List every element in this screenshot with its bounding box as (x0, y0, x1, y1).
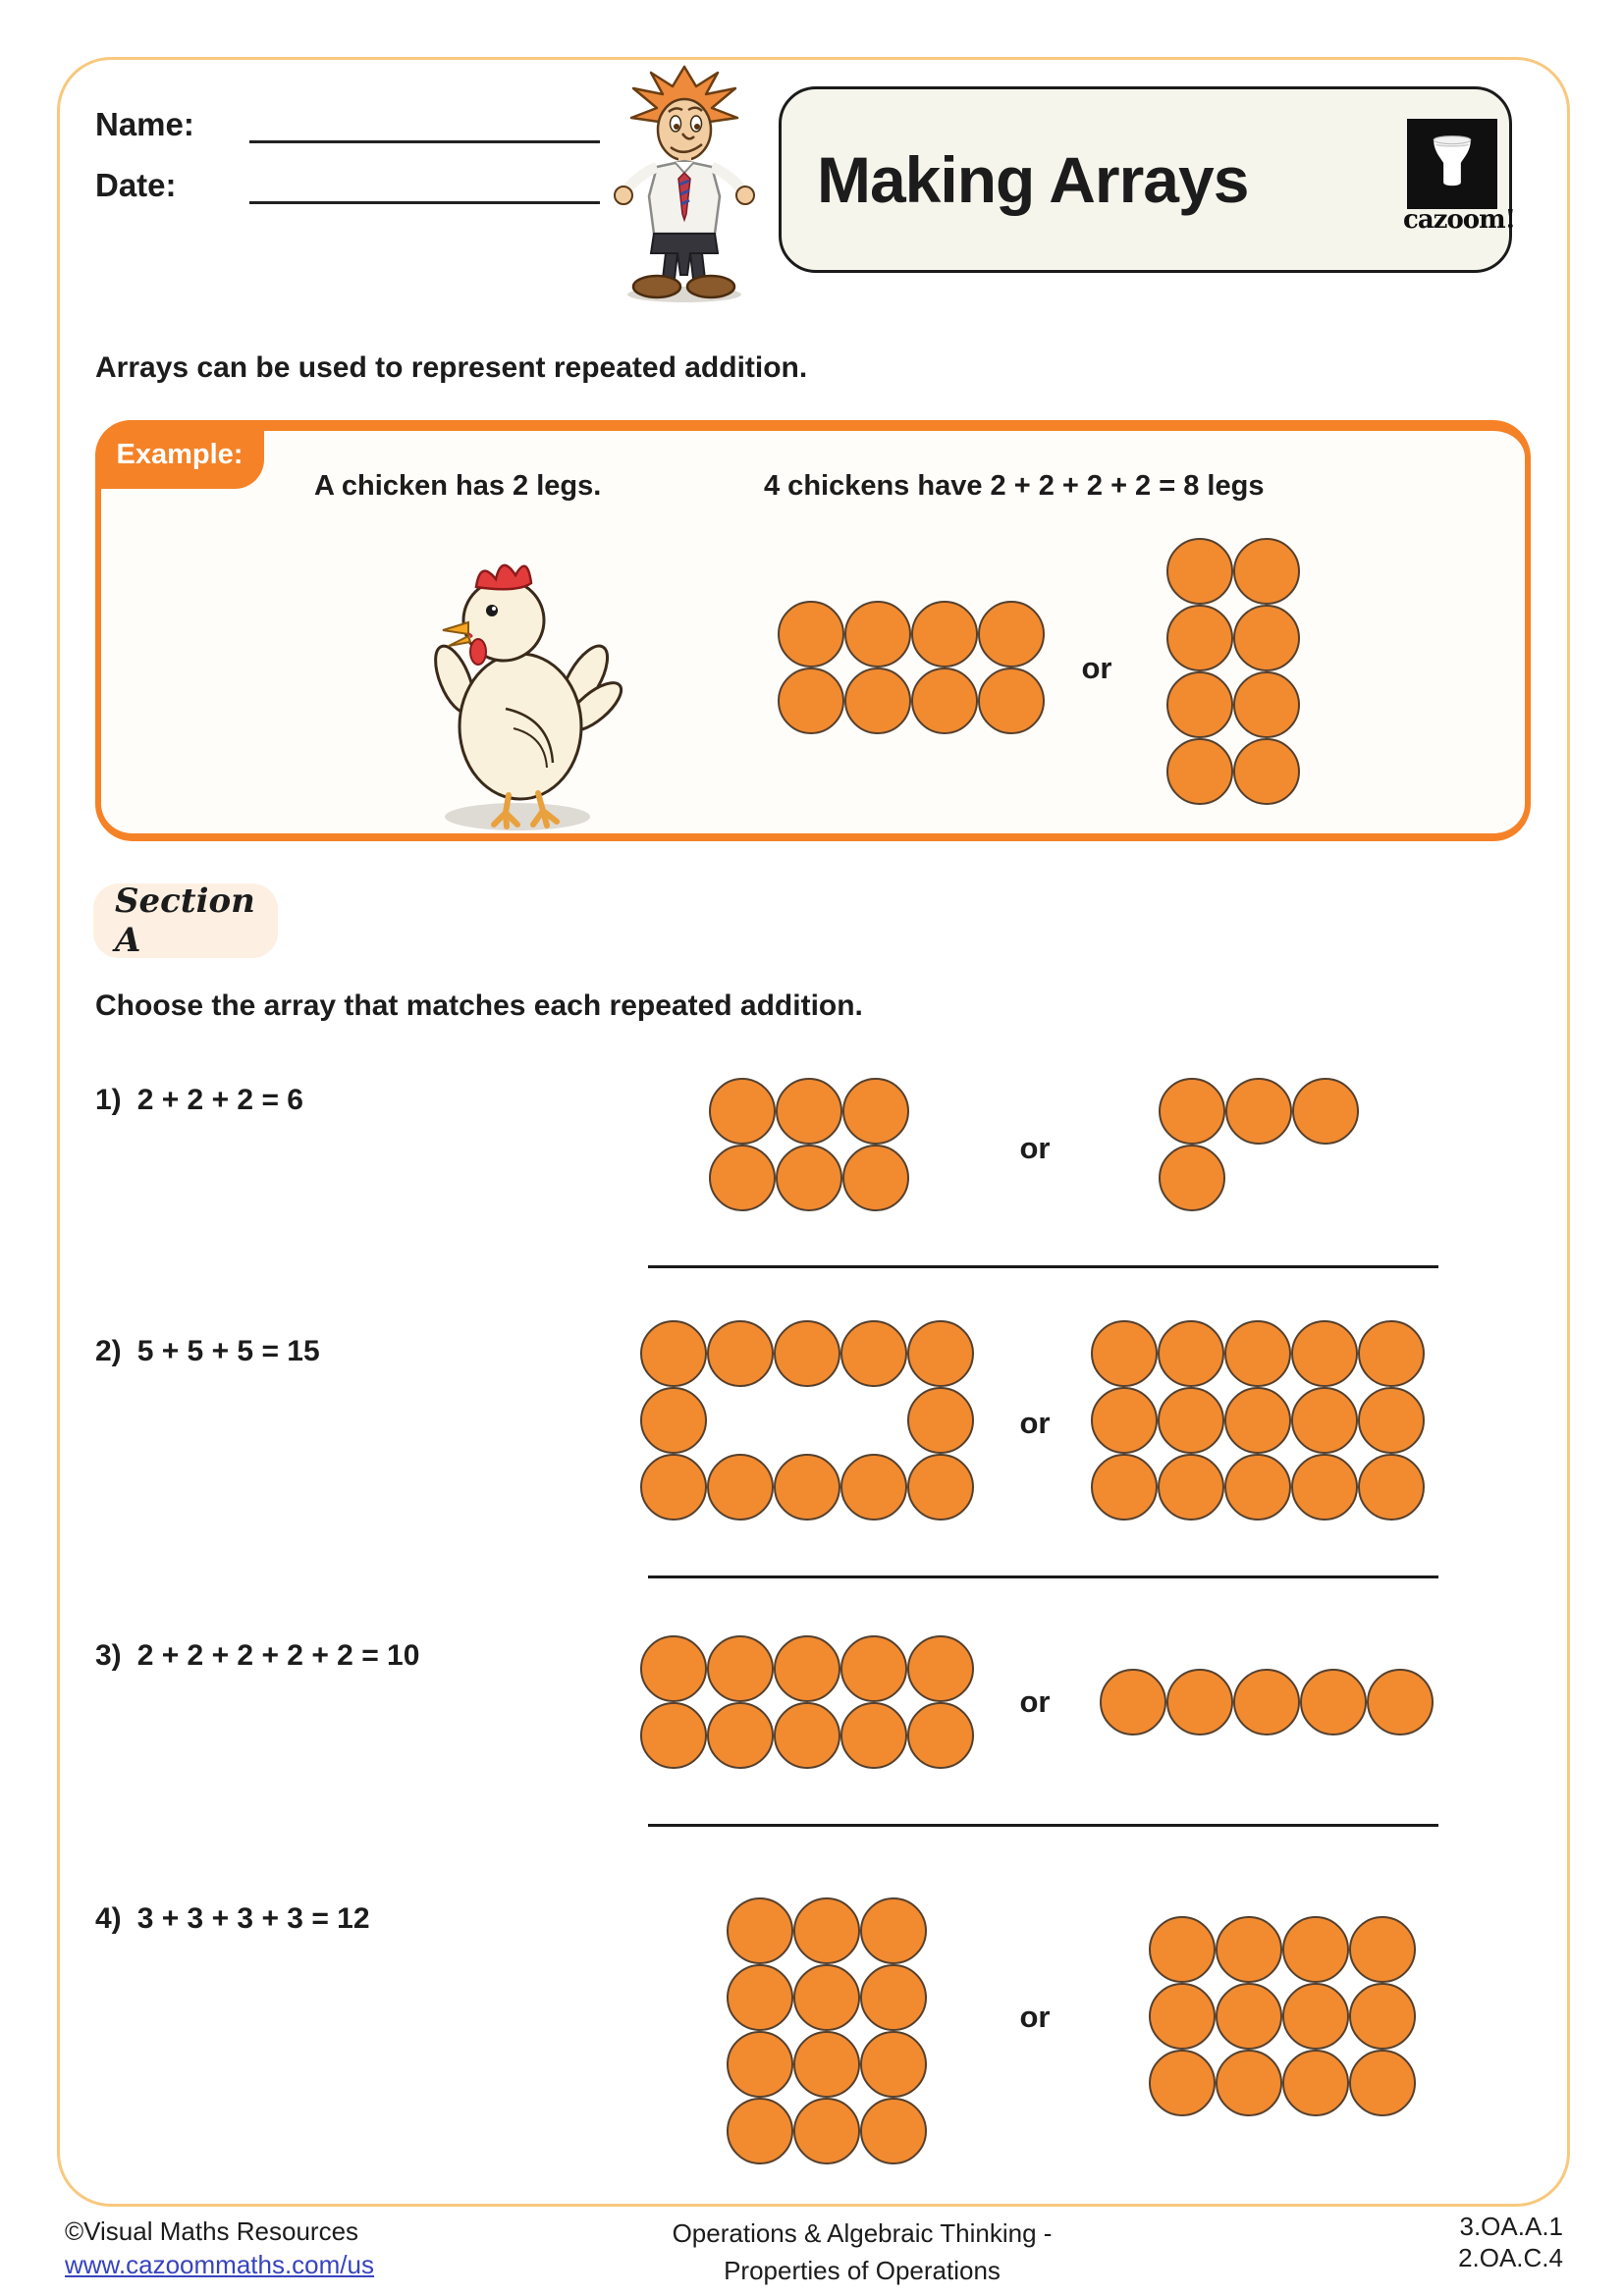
question-3-label (95, 1639, 419, 1673)
array-dot (1100, 1669, 1166, 1735)
footer-standards (1458, 2211, 1563, 2273)
array-dot (778, 601, 844, 667)
array-dot (707, 1702, 774, 1769)
footer-standard-1: 3.OA.A.1 (1459, 2212, 1563, 2241)
array-dot (1349, 1983, 1416, 2050)
array-dot (1166, 671, 1233, 738)
question-1-or-label: or (1019, 1131, 1051, 1165)
array-dot (1292, 1078, 1359, 1145)
footer-left (65, 2215, 374, 2281)
array-dot (1225, 1078, 1292, 1145)
footer-link[interactable]: www.cazoommaths.com/us (65, 2250, 374, 2279)
array-dot (1149, 1983, 1216, 2050)
question-3-array-a (640, 1635, 974, 1769)
array-dot (707, 1635, 774, 1702)
name-line (249, 140, 600, 143)
array-dot (1216, 2050, 1282, 2116)
array-dot (774, 1320, 840, 1387)
array-dot (911, 667, 978, 734)
array-dot (709, 1145, 776, 1211)
array-dot (840, 1454, 907, 1521)
question-3-answer-line (648, 1824, 1438, 1827)
array-dot (842, 1078, 909, 1145)
question-1-answer-line (648, 1265, 1438, 1268)
array-dot (727, 2031, 793, 2098)
question-3-equation: 2 + 2 + 2 + 2 + 2 = 10 (136, 1639, 420, 1672)
question-1-number: 1) (95, 1084, 122, 1116)
array-dot (842, 1145, 909, 1211)
array-dot (1233, 538, 1300, 605)
array-dot (793, 1897, 860, 1964)
question-4-equation: 3 + 3 + 3 + 3 = 12 (136, 1902, 370, 1935)
example-tab (95, 420, 264, 489)
example-or-label: or (1081, 651, 1112, 685)
array-dot (1300, 1669, 1367, 1735)
question-4-array-a (727, 1897, 927, 2164)
array-dot (778, 667, 844, 734)
array-dot (1216, 1983, 1282, 2050)
question-2-answer-line (648, 1575, 1438, 1578)
array-dot (907, 1454, 974, 1521)
example-sum-text: 4 chickens have 2 + 2 + 2 + 2 = 8 legs (764, 470, 1265, 502)
array-dot (860, 2098, 927, 2164)
array-dot (978, 601, 1045, 667)
array-dot (1091, 1454, 1158, 1521)
array-dot (774, 1454, 840, 1521)
question-1-array-a (709, 1078, 909, 1211)
array-dot (907, 1387, 974, 1454)
array-dot (727, 1964, 793, 2031)
array-dot (640, 1702, 707, 1769)
array-dot (1224, 1320, 1291, 1387)
array-dot (844, 601, 911, 667)
question-2-or-label: or (1019, 1406, 1051, 1440)
array-dot (707, 1454, 774, 1521)
question-1-equation: 2 + 2 + 2 = 6 (136, 1084, 303, 1116)
question-4-array-b (1149, 1916, 1416, 2116)
array-dot (1166, 605, 1233, 671)
question-2-array-a (640, 1320, 974, 1521)
array-dot (978, 667, 1045, 734)
array-dot (844, 667, 911, 734)
intro-text: Arrays can be used to represent repeated addition. (95, 351, 808, 384)
question-2-array-b (1091, 1320, 1425, 1521)
array-dot (1282, 1983, 1349, 2050)
array-dot (1291, 1387, 1358, 1454)
array-dot (1159, 1145, 1225, 1211)
question-3-or-label: or (1019, 1684, 1051, 1719)
array-dot (1233, 738, 1300, 805)
drum-icon (1407, 119, 1497, 209)
array-dot (776, 1145, 842, 1211)
array-dot (776, 1078, 842, 1145)
chicken-illustration (407, 542, 633, 834)
question-3-array-b (1100, 1669, 1434, 1735)
array-dot (1233, 605, 1300, 671)
array-dot (1367, 1669, 1434, 1735)
title-box (779, 86, 1516, 273)
array-dot (840, 1702, 907, 1769)
array-dot (793, 2098, 860, 2164)
array-dot (1166, 738, 1233, 805)
example-array-b (1166, 538, 1300, 805)
array-dot (1224, 1387, 1291, 1454)
footer-copyright: ©Visual Maths Resources (65, 2216, 359, 2246)
array-dot (911, 601, 978, 667)
array-dot (1233, 671, 1300, 738)
page-title: Making Arrays (817, 143, 1249, 216)
array-dot (1282, 1916, 1349, 1983)
array-dot (1158, 1387, 1224, 1454)
section-a-label: Section A (115, 881, 255, 960)
name-label: Name: (95, 106, 194, 142)
array-dot (707, 1320, 774, 1387)
array-dot (860, 1897, 927, 1964)
array-dot (1091, 1320, 1158, 1387)
array-dot (774, 1702, 840, 1769)
footer-standard-2: 2.OA.C.4 (1458, 2243, 1563, 2272)
array-dot (727, 1897, 793, 1964)
array-dot (793, 2031, 860, 2098)
footer-subject-line1: Operations & Algebraic Thinking - (672, 2218, 1053, 2248)
example-tab-label: Example: (116, 438, 244, 470)
array-dot (1166, 538, 1233, 605)
array-dot (1349, 2050, 1416, 2116)
array-dot (1149, 2050, 1216, 2116)
question-4-number: 4) (95, 1902, 122, 1935)
example-fact-text: A chicken has 2 legs. (314, 470, 602, 502)
footer-subject (651, 2215, 1073, 2289)
array-dot (1358, 1320, 1425, 1387)
section-a-pill (93, 883, 278, 958)
array-dot (727, 2098, 793, 2164)
array-dot (860, 1964, 927, 2031)
array-dot (1091, 1387, 1158, 1454)
array-dot (1149, 1916, 1216, 1983)
question-2-number: 2) (95, 1335, 122, 1367)
array-dot (840, 1320, 907, 1387)
array-dot (640, 1387, 707, 1454)
footer-subject-line2: Properties of Operations (724, 2256, 1001, 2285)
array-dot (640, 1320, 707, 1387)
section-a-instruction: Choose the array that matches each repeated addition. (95, 989, 863, 1022)
array-dot (1158, 1454, 1224, 1521)
question-1-label (95, 1084, 303, 1117)
question-3-number: 3) (95, 1639, 122, 1672)
array-dot (1291, 1320, 1358, 1387)
mascot-illustration (612, 65, 757, 304)
cazoom-logo (1403, 119, 1516, 235)
array-dot (1291, 1454, 1358, 1521)
question-2-equation: 5 + 5 + 5 = 15 (136, 1335, 320, 1367)
array-dot (793, 1964, 860, 2031)
array-dot (1159, 1078, 1225, 1145)
array-dot (860, 2031, 927, 2098)
array-dot (907, 1635, 974, 1702)
array-dot (840, 1635, 907, 1702)
array-dot (640, 1454, 707, 1521)
array-dot (1282, 2050, 1349, 2116)
logo-caption: cazoom! (1403, 205, 1516, 235)
array-dot (1358, 1454, 1425, 1521)
array-dot (1358, 1387, 1425, 1454)
array-dot (1349, 1916, 1416, 1983)
question-4-label (95, 1902, 370, 1936)
array-dot (1224, 1454, 1291, 1521)
question-4-or-label: or (1019, 2000, 1051, 2034)
question-2-label (95, 1335, 320, 1368)
question-1-array-b (1159, 1078, 1359, 1211)
array-dot (1216, 1916, 1282, 1983)
array-dot (709, 1078, 776, 1145)
array-dot (774, 1635, 840, 1702)
array-dot (1166, 1669, 1233, 1735)
array-dot (640, 1635, 707, 1702)
array-dot (907, 1702, 974, 1769)
date-line (249, 201, 600, 204)
date-label: Date: (95, 167, 177, 203)
array-dot (1233, 1669, 1300, 1735)
array-dot (1158, 1320, 1224, 1387)
array-dot (907, 1320, 974, 1387)
example-array-a (778, 601, 1045, 734)
